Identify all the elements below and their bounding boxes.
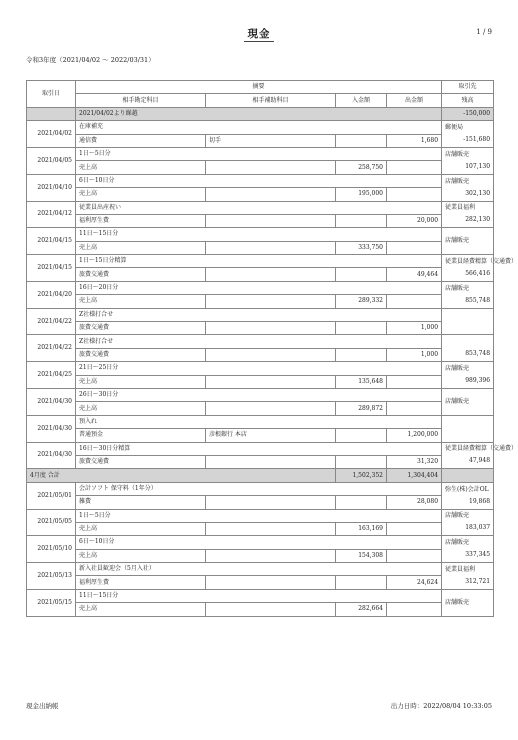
entry-counterparty-name: 従業員福利 [445,565,476,573]
entry-counterparty [442,228,494,255]
header-withdrawal: 出金額 [387,94,442,107]
entry-detail-row [27,241,494,254]
entry-counterparty [442,415,494,442]
header-deposit: 入金額 [336,94,387,107]
entry-detail-row [27,549,494,562]
entry-deposit: 135,648 [336,375,387,388]
entry-account: 売上高 [76,522,206,535]
entry-date: 2021/04/05 [27,147,76,174]
entry-withdrawal [387,188,442,201]
entry-balance: 312,721 [465,577,491,585]
entry-counterparty [442,589,494,616]
entry-balance: 302,130 [465,189,491,197]
entry-date: 2021/04/20 [27,281,76,308]
entry-row [27,415,494,428]
entry-account: 売上高 [76,603,206,616]
entry-row [27,255,494,268]
entry-date: 2021/04/25 [27,362,76,389]
entry-row [27,121,494,134]
fiscal-period: 令和3年度（2021/04/02 ～ 2022/03/31） [26,56,155,64]
entry-detail-row [27,214,494,227]
entry-withdrawal: 1,000 [387,348,442,361]
header-counterparty: 取引先 [442,81,494,94]
entry-sub-account [206,603,336,616]
entry-sub-account [206,161,336,174]
entry-account: 普通預金 [76,429,206,442]
entry-detail-row [27,348,494,361]
entry-counterparty-name: 店舗販売 [445,237,470,245]
entry-balance: -151,680 [463,136,491,144]
entry-deposit [336,455,387,468]
entry-detail-row [27,322,494,335]
entry-sub-account [206,402,336,415]
entry-description: 預入れ [76,415,442,428]
entry-row [27,509,494,522]
entry-withdrawal: 24,624 [387,576,442,589]
entry-counterparty-name [445,316,490,328]
entry-description: 会計ソフト 保守料（1年分） [76,482,442,495]
entry-counterparty [442,362,494,389]
entry-date: 2021/04/22 [27,335,76,362]
entry-deposit: 289,872 [336,402,387,415]
entry-counterparty-name: 店舗販売 [445,177,470,185]
header-row-2 [27,94,494,107]
entry-counterparty [442,335,494,362]
entry-balance: 337,345 [465,551,491,559]
entry-account: 売上高 [76,295,206,308]
entry-description: 11日～15日分 [76,228,442,241]
entry-counterparty [442,509,494,536]
carry-forward-label: 2021/04/02より繰越 [76,107,442,120]
entry-counterparty [442,442,518,469]
header-row-1 [27,81,494,94]
entry-detail-row [27,522,494,535]
entry-description: 6日～10日分 [76,536,442,549]
entry-sub-account [206,295,336,308]
entry-deposit: 195,000 [336,188,387,201]
entry-balance: 47,948 [469,457,491,465]
entry-description: 16日～30日分精算 [76,442,442,455]
entry-account: 雑費 [76,496,206,509]
entry-deposit: 154,308 [336,549,387,562]
entry-sub-account [206,375,336,388]
entry-account: 売上高 [76,241,206,254]
header-sub-account: 相手補助科目 [206,94,336,107]
entry-detail-row [27,268,494,281]
entry-detail-row [27,496,494,509]
entry-withdrawal: 31,320 [387,455,442,468]
header-summary: 摘要 [76,81,442,94]
entry-counterparty [442,536,494,563]
entry-balance: 19,868 [469,497,491,505]
entry-detail-row [27,161,494,174]
entry-detail-row [27,603,494,616]
entry-withdrawal [387,241,442,254]
entry-sub-account [206,522,336,535]
entry-withdrawal [387,295,442,308]
entry-deposit: 289,332 [336,295,387,308]
entry-row [27,482,494,495]
header-date: 取引日 [27,81,76,108]
entry-detail-row [27,455,494,468]
entry-counterparty [442,147,494,174]
entry-counterparty [442,482,494,509]
entry-deposit [336,268,387,281]
entry-date: 2021/04/30 [27,388,76,415]
entry-row [27,388,494,401]
entry-withdrawal [387,522,442,535]
entry-counterparty [442,174,494,201]
entry-description: 従業員出産祝い [76,201,442,214]
entry-counterparty-name: 従業員経費精算（交通費） [445,257,518,265]
entry-withdrawal [387,402,442,415]
entry-date: 2021/05/05 [27,509,76,536]
entry-row [27,536,494,549]
entry-counterparty-name: 店舗販売 [445,512,470,520]
footer-output-time: 出力日時：2022/08/04 10:33:05 [390,702,492,710]
entry-description: 1日～5日分 [76,509,442,522]
entry-deposit [336,348,387,361]
entry-account: 売上高 [76,188,206,201]
entry-description: Z社様打合せ [76,335,442,348]
entry-counterparty [442,121,494,148]
entry-detail-row [27,429,494,442]
entry-detail-row [27,188,494,201]
entry-account: 旅費交通費 [76,348,206,361]
entry-description: 26日～30日分 [76,388,442,401]
entry-balance: 853,748 [465,350,491,358]
entry-row [27,589,494,602]
entry-account: 旅費交通費 [76,322,206,335]
entry-sub-account [206,496,336,509]
entry-row [27,281,494,294]
entry-date: 2021/05/01 [27,482,76,509]
entry-row [27,201,494,214]
entry-counterparty [442,563,494,590]
entry-deposit [336,429,387,442]
entry-balance: 107,130 [465,162,491,170]
april-total-withdrawal: 1,304,404 [387,469,442,482]
entry-balance: 989,396 [465,377,491,385]
entry-sub-account: 彦根銀行 本店 [206,429,336,442]
entry-withdrawal [387,549,442,562]
entry-date: 2021/04/10 [27,174,76,201]
entry-description: Z社様打合せ [76,308,442,321]
entry-date: 2021/04/15 [27,228,76,255]
entry-account: 旅費交通費 [76,455,206,468]
entry-deposit [336,134,387,147]
entry-deposit: 333,750 [336,241,387,254]
entry-deposit [336,576,387,589]
april-total-label: 4月度 合計 [27,469,336,482]
page-number: 1 / 9 [476,28,492,36]
entry-date: 2021/04/15 [27,255,76,282]
entry-account: 売上高 [76,402,206,415]
entry-row [27,308,494,321]
entry-date: 2021/05/15 [27,589,76,616]
entry-row [27,335,494,348]
entry-sub-account [206,188,336,201]
entry-counterparty-name: 従業員福利 [445,204,476,212]
entry-deposit: 282,664 [336,603,387,616]
entry-row [27,228,494,241]
entry-withdrawal: 1,000 [387,322,442,335]
entry-row [27,362,494,375]
entry-balance: 855,748 [465,296,491,304]
entry-description: 1日～5日分 [76,147,442,160]
entry-description: 16日～20日分 [76,281,442,294]
entry-counterparty [442,201,494,228]
entry-account: 売上高 [76,375,206,388]
entry-withdrawal [387,161,442,174]
entry-balance: 282,130 [465,216,491,224]
entry-withdrawal: 28,080 [387,496,442,509]
entry-withdrawal [387,375,442,388]
page-title: 現金 [247,28,271,40]
entry-sub-account [206,214,336,227]
entry-counterparty [442,281,494,308]
entry-sub-account [206,549,336,562]
entry-description: 在庫補充 [76,121,442,134]
entry-row [27,147,494,160]
april-total-deposit: 1,502,352 [336,469,387,482]
entry-counterparty [442,388,494,415]
entry-counterparty-name: 店舗販売 [445,284,470,292]
entry-row [27,174,494,187]
carry-forward-balance: -150,000 [442,107,494,120]
entry-date: 2021/05/10 [27,536,76,563]
april-total-row [27,469,494,482]
entry-sub-account [206,322,336,335]
entry-counterparty [442,308,494,335]
entry-account: 売上高 [76,161,206,174]
entry-counterparty-name: 店舗販売 [445,365,470,373]
entry-account: 福利厚生費 [76,576,206,589]
entry-counterparty-name [445,336,490,348]
entry-description: 新入社員歓迎会（5月入社） [76,563,442,576]
entry-description: 11日～15日分 [76,589,442,602]
entry-deposit [336,214,387,227]
entry-counterparty-name: 郵便局 [445,124,464,132]
entry-date: 2021/04/22 [27,308,76,335]
entry-sub-account [206,348,336,361]
footer-report-name: 現金出納帳 [26,702,59,710]
entry-withdrawal: 1,680 [387,134,442,147]
entry-detail-row [27,295,494,308]
entry-withdrawal: 1,200,000 [387,429,442,442]
entry-date: 2021/05/13 [27,563,76,590]
entry-sub-account [206,268,336,281]
entry-account: 福利厚生費 [76,214,206,227]
entry-withdrawal: 49,464 [387,268,442,281]
entry-row [27,442,494,455]
entry-detail-row [27,402,494,415]
entry-counterparty-name: 弥生(株)会計OL [445,485,489,493]
entry-account: 売上高 [76,549,206,562]
entry-counterparty-name: 店舗販売 [445,598,470,606]
entry-counterparty-name: 店舗販売 [445,150,470,158]
entry-counterparty [442,255,518,282]
entry-detail-row [27,576,494,589]
entry-withdrawal [387,603,442,616]
entry-deposit [336,496,387,509]
entry-sub-account: 切手 [206,134,336,147]
entry-row [27,563,494,576]
entry-counterparty-name: 店舗販売 [445,397,470,405]
entry-withdrawal: 20,000 [387,214,442,227]
entry-detail-row [27,134,494,147]
cash-ledger-table [26,80,518,617]
entry-description: 1日～15日分精算 [76,255,442,268]
title-underline [244,41,274,42]
header-account: 相手勘定科目 [76,94,206,107]
entry-deposit: 258,750 [336,161,387,174]
entry-counterparty-name [445,423,490,435]
entry-counterparty-name: 従業員経費精算（交通費） [445,445,518,453]
entry-deposit [336,322,387,335]
entry-deposit: 163,169 [336,522,387,535]
entry-detail-row [27,375,494,388]
entry-balance: 183,037 [465,524,491,532]
entry-sub-account [206,455,336,468]
entry-date: 2021/04/12 [27,201,76,228]
entry-date: 2021/04/30 [27,415,76,442]
entry-date: 2021/04/30 [27,442,76,469]
entry-account: 通信費 [76,134,206,147]
april-total-balance [442,469,494,482]
carry-forward-row [27,107,494,120]
entry-date: 2021/04/02 [27,121,76,148]
header-balance: 残高 [442,94,494,107]
entry-counterparty-name: 店舗販売 [445,539,470,547]
entry-sub-account [206,241,336,254]
entry-description: 6日～10日分 [76,174,442,187]
entry-sub-account [206,576,336,589]
entry-account: 旅費交通費 [76,268,206,281]
entry-description: 21日～25日分 [76,362,442,375]
entry-balance: 566,416 [465,269,491,277]
